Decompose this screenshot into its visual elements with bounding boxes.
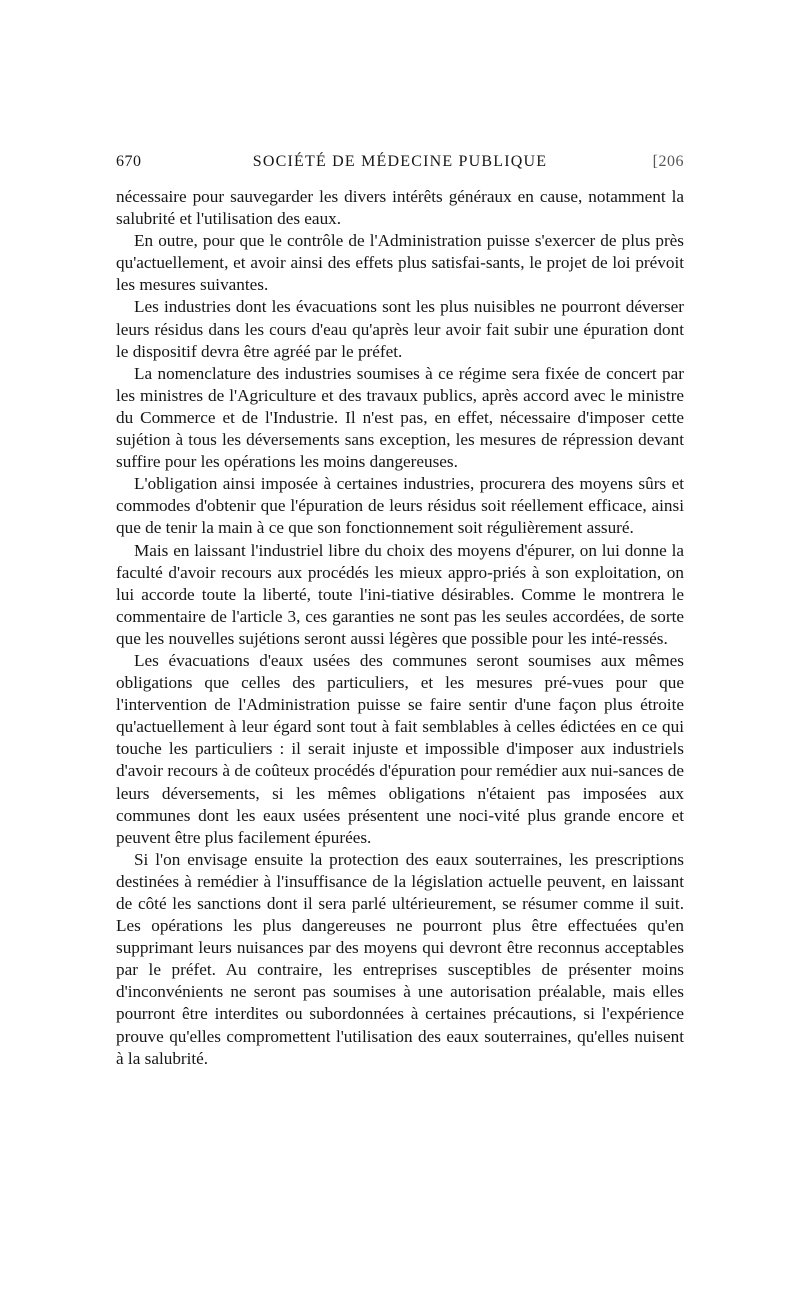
body-text	[116, 186, 684, 1070]
paragraph: La nomenclature des industries soumises à ce régime sera fixée de concert par les ministres de l'Agriculture et des travaux publics, après accord avec le ministre du Commerce et de l'Industrie. Il n'est pas, en effet, nécessaire d'imposer cette sujétion à tous les déversements sans exception, les mesures de répression devant suffire pour les opérations les moins dangereuses.	[116, 363, 684, 472]
page-number: 670	[116, 153, 142, 170]
paragraph: Mais en laissant l'industriel libre du choix des moyens d'épurer, on lui donne la faculté d'avoir recours aux procédés les mieux appro-priés à son exploitation, on lui accorde toute la liberté, toute l'ini-tiative désirables. Comme le montrera le commentaire de l'article 3, ces garanties ne sont pas les seules accordées, de sorte que les nouvelles sujétions seront aussi légères que possible pour les inté-ressés.	[116, 540, 684, 648]
paragraph: Si l'on envisage ensuite la protection des eaux souterraines, les prescriptions destinées à remédier à l'insuffisance de la législation actuelle peuvent, en laissant de côté les sanctions dont il sera parlé ultérieurement, se résumer comme il suit. Les opérations les plus dangereuses ne pourront plus être effectuées qu'en supprimant leurs nuisances par des moyens qui devront être reconnus acceptables par le préfet. Au contraire, les entreprises susceptibles de présenter moins d'inconvénients ne seront pas soumises à une autorisation préalable, mais elles pourront être interdites ou subordonnées à certaines précautions, si l'expérience prouve qu'elles compromettent l'utilisation des eaux souterraines, qu'elles nuisent à la salubrité.	[116, 849, 684, 1068]
paragraph: Les industries dont les évacuations sont les plus nuisibles ne pourront déverser leurs résidus dans les cours d'eau qu'après leur avoir fait subir une épuration dont le dispositif devra être agréé par le préfet.	[116, 297, 684, 361]
page-title: SOCIÉTÉ DE MÉDECINE PUBLIQUE	[252, 153, 548, 170]
page-reference: [206	[652, 153, 684, 170]
paragraph: Les évacuations d'eaux usées des communes seront soumises aux mêmes obligations que celles des particuliers, et les mesures pré-vues pour que l'intervention de l'Administration puisse se faire sentir d'une façon plus étroite qu'actuellement à leur égard sont tout à fait semblables à celles édictées en ce qui touche les particuliers : il serait injuste et impossible d'imposer aux industriels d'avoir recours à de coûteux procédés d'épuration pour remédier aux nui-sances de leurs déversements, si les mêmes obligations n'étaient pas imposées aux communes dont les eaux usées présentent une noci-vité plus grande encore et peuvent être plus facilement épurées.	[116, 650, 684, 847]
paragraph: En outre, pour que le contrôle de l'Administration puisse s'exercer de plus près qu'actuellement, et avoir ainsi des effets plus satisfai-sants, le projet de loi prévoit les mesures suivantes.	[116, 231, 684, 295]
paragraph: L'obligation ainsi imposée à certaines industries, procurera des moyens sûrs et commodes d'obtenir que l'épuration de leurs résidus soit réellement efficace, ainsi que de tenir la main à ce que son fonctionnement soit régulièrement assuré.	[116, 474, 684, 538]
paragraph: nécessaire pour sauvegarder les divers intérêts généraux en cause, notamment la salubrité et l'utilisation des eaux.	[116, 187, 684, 229]
running-head	[116, 153, 684, 177]
